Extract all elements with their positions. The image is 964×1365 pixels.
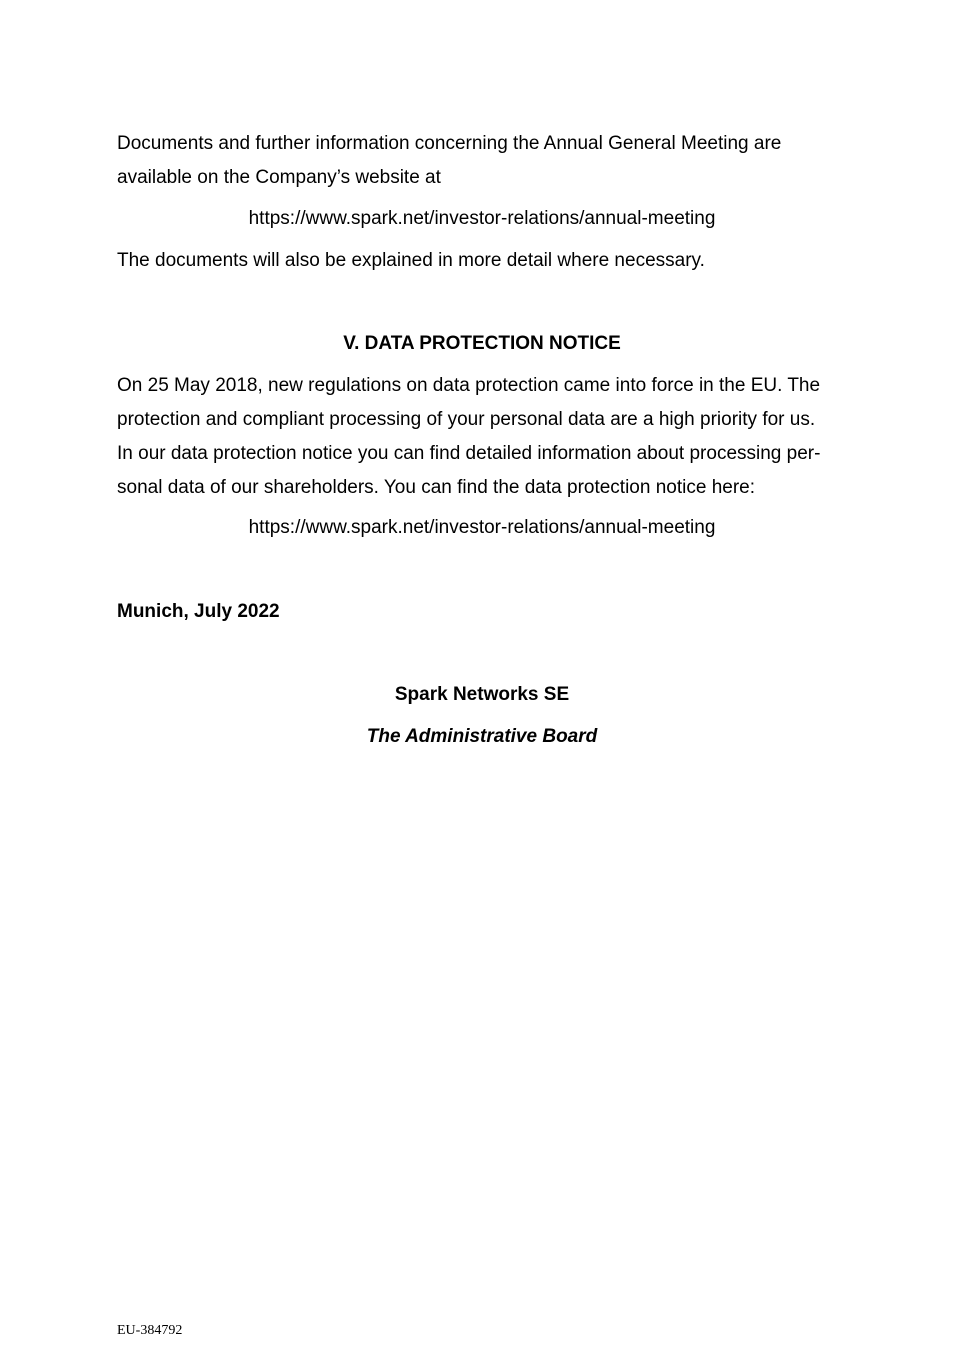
docs-paragraph-line-1: Documents and further information concerning the Annual General Meeting are xyxy=(117,133,782,154)
footer-code: EU-384792 xyxy=(117,1323,183,1338)
place-date: Munich, July 2022 xyxy=(117,601,280,622)
data-protection-line-1: On 25 May 2018, new regulations on data protection came into force in the EU. The xyxy=(117,375,821,396)
data-protection-line-4: sonal data of our shareholders. You can find the data protection notice here: xyxy=(117,477,756,498)
company-name: Spark Networks SE xyxy=(394,684,570,705)
docs-website-link[interactable]: https://www.spark.net/investor-relations/annual-meeting xyxy=(248,208,716,229)
data-protection-heading: V. DATA PROTECTION NOTICE xyxy=(343,333,621,354)
board-name: The Administrative Board xyxy=(366,726,598,747)
docs-paragraph-line-2: available on the Company’s website at xyxy=(117,167,441,188)
docs-note: The documents will also be explained in more detail where necessary. xyxy=(117,250,705,271)
data-protection-link[interactable]: https://www.spark.net/investor-relations/annual-meeting xyxy=(248,517,716,538)
data-protection-line-3: In our data protection notice you can find detailed information about processing per- xyxy=(117,443,821,464)
data-protection-line-2: protection and compliant processing of your personal data are a high priority for us. xyxy=(117,409,816,430)
